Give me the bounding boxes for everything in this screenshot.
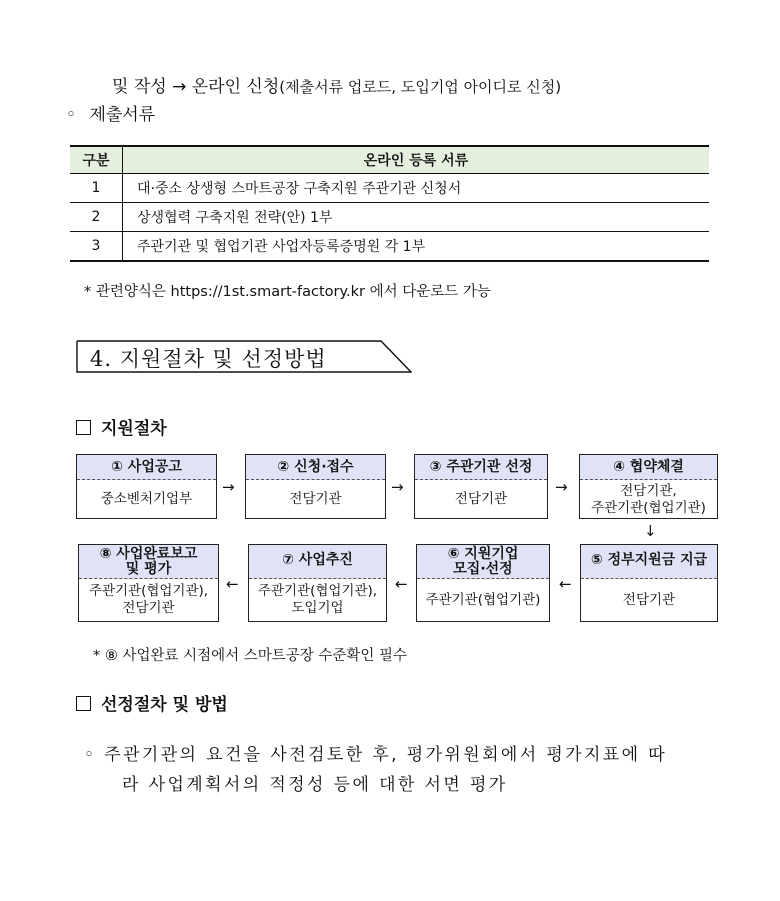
step-title: ③ 주관기관 선정 bbox=[415, 455, 547, 480]
step-body bbox=[580, 480, 717, 519]
table-header-row bbox=[70, 146, 709, 174]
checkbox-square-icon bbox=[76, 696, 91, 711]
arrow-left-icon: ← bbox=[395, 575, 408, 593]
step-title: ① 사업공고 bbox=[77, 455, 216, 480]
step-body-text: 주관기관(협업기관), bbox=[257, 583, 378, 599]
step-body bbox=[246, 480, 385, 519]
step-1 bbox=[76, 454, 217, 519]
section-4-title: 4. 지원절차 및 선정방법 bbox=[90, 347, 327, 371]
step-body bbox=[417, 579, 549, 621]
arrow-right-icon: → bbox=[222, 478, 235, 496]
step-title-line: ⑥ 지원기업 bbox=[447, 546, 519, 562]
step-8 bbox=[78, 544, 219, 622]
level-check-note: * ⑧ 사업완료 시점에서 스마트공장 수준확인 필수 bbox=[93, 648, 408, 664]
header-documents: 온라인 등록 서류 bbox=[123, 146, 710, 174]
step-title bbox=[417, 545, 549, 579]
step-title-line: ⑧ 사업완료보고 bbox=[99, 546, 198, 562]
intro-line bbox=[112, 72, 561, 97]
forms-note: * 관련양식은 https://1st.smart-factory.kr 에서 다운로드 가능 bbox=[84, 284, 491, 300]
step-title bbox=[79, 545, 218, 579]
step-6 bbox=[416, 544, 550, 622]
step-body-text: 주관기관(협업기관) bbox=[425, 591, 541, 608]
step-body bbox=[415, 480, 547, 519]
row-document: 대·중소 상생형 스마트공장 구축지원 주관기관 신청서 bbox=[123, 174, 710, 203]
step-7 bbox=[248, 544, 387, 622]
row-number: 3 bbox=[70, 232, 123, 262]
support-heading-text: 지원절차 bbox=[101, 419, 167, 439]
documents-table bbox=[70, 145, 709, 262]
step-4 bbox=[579, 454, 718, 519]
selection-heading bbox=[76, 690, 228, 715]
bullet-icon: ◦ bbox=[66, 105, 77, 125]
arrow-left-icon: ← bbox=[559, 575, 572, 593]
section-4-heading bbox=[76, 340, 412, 373]
step-body-text: 도입기업 bbox=[291, 600, 344, 616]
header-category: 구분 bbox=[70, 146, 123, 174]
step-body-text: 주관기관(협업기관), bbox=[88, 583, 209, 599]
selection-heading-text: 선정절차 및 방법 bbox=[101, 695, 228, 715]
selection-line-2: 라 사업계획서의 적정성 등에 대한 서면 평가 bbox=[122, 775, 508, 795]
row-document: 주관기관 및 협업기관 사업자등록증명원 각 1부 bbox=[123, 232, 710, 262]
intro-line-paren: (제출서류 업로드, 도입기업 아이디로 신청) bbox=[279, 78, 562, 96]
step-5 bbox=[580, 544, 718, 622]
step-body-text: 주관기관(협업기관) bbox=[591, 499, 706, 516]
step-3 bbox=[414, 454, 548, 519]
table-row bbox=[70, 174, 709, 203]
arrow-down-icon: ↓ bbox=[644, 522, 657, 540]
step-title: ⑤ 정부지원금 지급 bbox=[581, 545, 717, 579]
docs-title-line bbox=[66, 100, 155, 125]
step-body-text: 전담기관, bbox=[620, 482, 677, 499]
step-body-text: 전담기관 bbox=[289, 491, 342, 507]
step-body bbox=[249, 579, 386, 621]
checkbox-square-icon bbox=[76, 420, 91, 435]
bullet-icon: ◦ bbox=[84, 745, 97, 765]
step-body bbox=[79, 579, 218, 621]
arrow-right-icon: → bbox=[555, 478, 568, 496]
arrow-right-icon: → bbox=[391, 478, 404, 496]
step-body bbox=[77, 480, 216, 519]
step-body-text: 전담기관 bbox=[122, 600, 175, 616]
step-body-text: 전담기관 bbox=[454, 491, 508, 507]
step-title-line: 모집·선정 bbox=[453, 561, 513, 577]
arrow-left-icon: ← bbox=[226, 575, 239, 593]
step-title: ② 신청·접수 bbox=[246, 455, 385, 480]
selection-text: 주관기관의 요건을 사전검토한 후, 평가위원회에서 평가지표에 따 bbox=[104, 745, 668, 765]
docs-title: 제출서류 bbox=[89, 105, 156, 125]
step-body-text: 전담기관 bbox=[622, 591, 676, 608]
step-title: ⑦ 사업추진 bbox=[249, 545, 386, 579]
support-heading bbox=[76, 414, 167, 439]
selection-paragraph bbox=[84, 740, 667, 800]
step-body-text: 중소벤처기업부 bbox=[100, 491, 193, 507]
step-body bbox=[581, 579, 717, 621]
step-title-line: 및 평가 bbox=[125, 561, 172, 577]
step-title: ④ 협약체결 bbox=[580, 455, 717, 480]
row-number: 1 bbox=[70, 174, 123, 203]
row-number: 2 bbox=[70, 203, 123, 232]
intro-line-main: 및 작성 → 온라인 신청 bbox=[112, 77, 280, 97]
table-row bbox=[70, 232, 709, 262]
row-document: 상생협력 구축지원 전략(안) 1부 bbox=[123, 203, 710, 232]
table-row bbox=[70, 203, 709, 232]
selection-line-1 bbox=[84, 740, 667, 770]
step-2 bbox=[245, 454, 386, 519]
